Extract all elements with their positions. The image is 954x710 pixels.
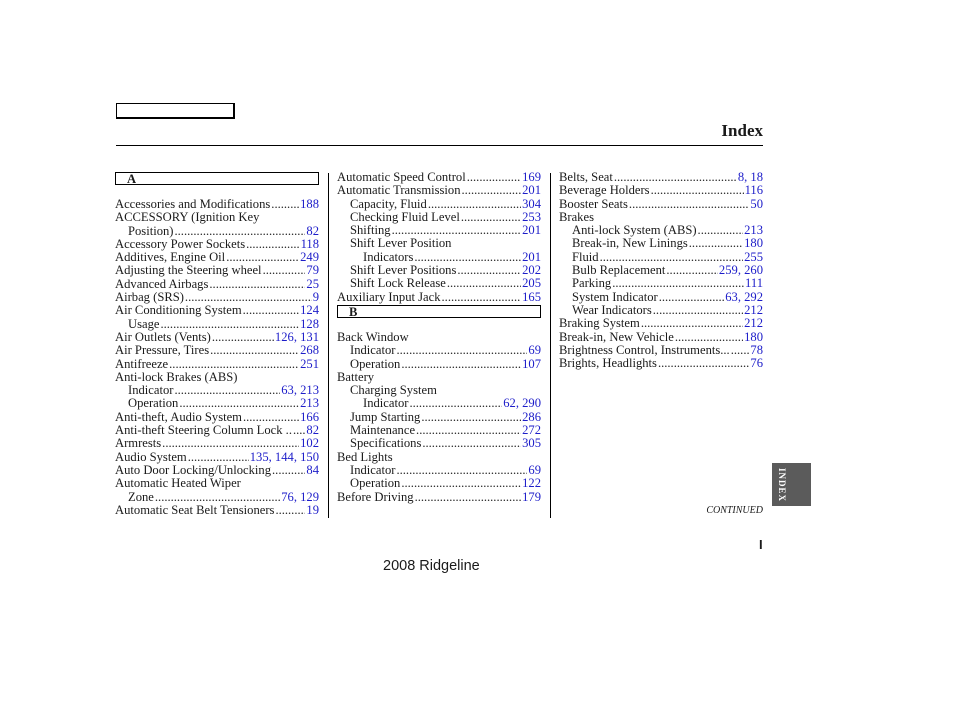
page-reference-link[interactable]: 25 — [306, 276, 319, 291]
leader-dots — [271, 198, 299, 211]
index-entry-label: Brightness Control, Instruments... — [559, 342, 730, 357]
index-entry — [115, 477, 319, 490]
index-entry-label: Air Conditioning System — [115, 303, 242, 318]
index-entry[interactable] — [337, 411, 541, 424]
index-entry-label: Automatic Seat Belt Tensioners — [115, 502, 275, 517]
index-entry[interactable] — [115, 304, 319, 317]
index-entry-label: Break-in, New Vehicle — [559, 329, 674, 344]
index-entry[interactable] — [115, 251, 319, 264]
leader-dots — [461, 211, 521, 224]
index-entry-label: Anti-theft Steering Column Lock .. — [115, 423, 292, 438]
page-reference-link[interactable]: 286 — [522, 409, 541, 424]
index-entry-label: Automatic Speed Control — [337, 170, 466, 184]
leader-dots — [731, 344, 750, 357]
index-column-3 — [559, 171, 763, 370]
index-entry-label: Capacity, Fluid — [350, 196, 427, 211]
page-reference-link[interactable]: 253 — [522, 209, 541, 224]
index-entry — [115, 371, 319, 384]
index-entry[interactable] — [559, 224, 763, 237]
leader-dots — [174, 384, 280, 397]
index-entry-label: Shift Lever Position — [350, 236, 452, 251]
leader-dots — [272, 464, 305, 477]
page-reference-link[interactable]: 201 — [522, 183, 541, 198]
index-entry-label: Indicators — [363, 249, 414, 264]
index-entry-label: Booster Seats — [559, 196, 628, 211]
footer-model: 2008 Ridgeline — [383, 558, 480, 574]
leader-dots — [160, 318, 299, 331]
index-entry-label: Jump Starting — [350, 409, 421, 424]
leader-dots — [659, 291, 725, 304]
index-entry-label: Accessory Power Sockets — [115, 236, 246, 251]
page-reference-link[interactable]: 212 — [744, 316, 763, 331]
leader-dots — [209, 278, 305, 291]
page-reference-link[interactable]: 79 — [306, 263, 319, 278]
blank-header-box — [116, 103, 235, 119]
leader-dots — [226, 251, 299, 264]
page-reference-link[interactable]: 251 — [300, 356, 319, 371]
leader-dots — [612, 277, 744, 290]
index-entry-label: Armrests — [115, 436, 162, 451]
page-reference-link[interactable]: 135, 144, 150 — [249, 449, 319, 464]
page-reference-link[interactable]: 19 — [306, 502, 319, 517]
index-entry[interactable] — [559, 291, 763, 304]
title-rule — [116, 145, 763, 146]
index-entry-label: Indicator — [350, 462, 396, 477]
index-entry[interactable] — [337, 397, 541, 410]
index-entry[interactable] — [559, 264, 763, 277]
index-entry-label: Indicator — [363, 396, 409, 411]
leader-dots — [155, 491, 280, 504]
leader-dots — [629, 198, 749, 211]
index-entry[interactable] — [337, 358, 541, 371]
page-reference-link[interactable]: 76, 129 — [281, 489, 319, 504]
page-reference-link[interactable]: 84 — [306, 462, 319, 477]
index-entry-label: Operation — [350, 356, 401, 371]
page-title: Index — [721, 121, 763, 140]
leader-dots — [409, 397, 502, 410]
leader-dots — [614, 171, 737, 184]
index-entry-label: Bulb Replacement — [572, 263, 666, 278]
index-entry[interactable] — [337, 251, 541, 264]
continued-note: CONTINUED — [706, 505, 763, 516]
page-reference-link[interactable]: 76 — [750, 356, 763, 371]
leader-dots — [641, 317, 743, 330]
page-reference-link[interactable]: 128 — [300, 316, 319, 331]
index-entry-label: Shifting — [350, 223, 391, 238]
leader-dots — [457, 264, 521, 277]
column-divider — [328, 173, 329, 518]
page-reference-link[interactable]: 82 — [306, 223, 319, 238]
index-entry[interactable] — [115, 384, 319, 397]
leader-dots — [293, 424, 305, 437]
page-reference-link[interactable]: 212 — [744, 302, 763, 317]
index-entry[interactable] — [559, 331, 763, 344]
index-entry — [337, 384, 541, 397]
index-entry-label: Indicator — [128, 383, 174, 398]
index-entry[interactable] — [337, 424, 541, 437]
index-entry[interactable] — [337, 437, 541, 450]
leader-dots — [396, 464, 527, 477]
index-entry — [337, 451, 541, 464]
index-entry — [337, 237, 541, 250]
index-entry-label: Braking System — [559, 316, 640, 331]
leader-dots — [179, 397, 299, 410]
page-reference-link[interactable]: 9 — [312, 290, 319, 305]
index-entry[interactable] — [115, 318, 319, 331]
index-entry[interactable] — [559, 317, 763, 330]
leader-dots — [421, 411, 521, 424]
page-reference-link[interactable]: 169 — [522, 170, 541, 184]
index-entry-label: Anti-lock System (ABS) — [572, 223, 697, 238]
page-reference-link[interactable]: 107 — [522, 356, 541, 371]
index-entry[interactable] — [337, 344, 541, 357]
leader-dots — [169, 358, 299, 371]
index-entry[interactable] — [559, 237, 763, 250]
leader-dots — [188, 451, 249, 464]
index-entry[interactable] — [115, 437, 319, 450]
index-entry[interactable] — [115, 358, 319, 371]
page-reference-link[interactable]: 166 — [300, 409, 319, 424]
page-reference-link[interactable]: 213 — [744, 223, 763, 238]
leader-dots — [185, 291, 312, 304]
index-entry-label: Air Pressure, Tires — [115, 343, 210, 358]
index-entry-label: Indicator — [350, 343, 396, 358]
index-entry-label: Checking Fluid Level — [350, 209, 460, 224]
leader-dots — [414, 251, 521, 264]
leader-dots — [162, 437, 299, 450]
page-reference-link[interactable]: 249 — [300, 250, 319, 265]
index-entry[interactable] — [115, 424, 319, 437]
index-entry[interactable] — [115, 504, 319, 517]
index-entry-label: Adjusting the Steering wheel — [115, 263, 262, 278]
index-entry[interactable] — [115, 464, 319, 477]
index-entry-label: Antifreeze — [115, 356, 169, 371]
index-entry-label: Anti-theft, Audio System — [115, 409, 242, 424]
index-entry[interactable] — [337, 477, 541, 490]
column-divider — [550, 173, 551, 518]
index-entry[interactable] — [115, 491, 319, 504]
leader-dots — [416, 424, 521, 437]
page-reference-link[interactable]: 255 — [744, 249, 763, 264]
page-reference-link[interactable]: 50 — [750, 196, 763, 211]
index-entry-label: Break-in, New Linings — [572, 236, 688, 251]
page-reference-link[interactable]: 111 — [745, 276, 763, 291]
leader-dots — [447, 277, 521, 290]
index-entry-label: Wear Indicators — [572, 302, 652, 317]
index-entry[interactable] — [559, 304, 763, 317]
leader-dots — [212, 331, 274, 344]
index-entry-label: Brakes — [559, 209, 594, 224]
leader-dots — [689, 237, 743, 250]
index-entry[interactable] — [115, 264, 319, 277]
index-entry[interactable] — [115, 278, 319, 291]
index-entry-label: Usage — [128, 316, 160, 331]
index-side-tab-label: INDEX — [777, 468, 787, 503]
index-entry[interactable] — [337, 277, 541, 290]
page-reference-link[interactable]: 165 — [522, 289, 541, 304]
index-entry[interactable] — [337, 198, 541, 211]
index-entry[interactable] — [559, 277, 763, 290]
page-reference-link[interactable]: 180 — [744, 236, 763, 251]
leader-dots — [396, 344, 527, 357]
index-entry-label: Airbag (SRS) — [115, 290, 184, 305]
leader-dots — [698, 224, 744, 237]
leader-dots — [392, 224, 522, 237]
index-entry[interactable] — [559, 184, 763, 197]
index-entry[interactable] — [337, 264, 541, 277]
leader-dots — [600, 251, 744, 264]
page-reference-link[interactable]: 62, 290 — [503, 396, 541, 411]
index-entry-label: Brights, Headlights — [559, 356, 657, 371]
index-entry[interactable] — [115, 238, 319, 251]
leader-dots — [401, 477, 521, 490]
leader-dots — [275, 504, 305, 517]
page-reference-link[interactable]: 205 — [522, 276, 541, 291]
page-reference-link[interactable]: 201 — [522, 249, 541, 264]
index-entry-label: Air Outlets (Vents) — [115, 329, 211, 344]
index-entry — [559, 211, 763, 224]
index-entry[interactable] — [115, 198, 319, 211]
page-reference-link[interactable]: 126, 131 — [274, 329, 319, 344]
page-reference-link[interactable]: 8, 18 — [737, 170, 763, 184]
index-entry[interactable] — [115, 225, 319, 238]
index-entry[interactable] — [337, 491, 541, 504]
leader-dots — [263, 264, 306, 277]
index-entry[interactable] — [115, 451, 319, 464]
page-reference-link[interactable]: 122 — [522, 476, 541, 491]
leader-dots — [666, 264, 718, 277]
index-entry[interactable] — [337, 464, 541, 477]
page-reference-link[interactable]: 69 — [528, 462, 541, 477]
leader-dots — [415, 491, 522, 504]
index-entry-label: Auto Door Locking/Unlocking — [115, 462, 272, 477]
page-reference-link[interactable]: 78 — [750, 342, 763, 357]
leader-dots — [210, 344, 299, 357]
index-entry-label: Operation — [128, 396, 179, 411]
leader-dots — [422, 437, 521, 450]
index-entry-label: Automatic Heated Wiper — [115, 476, 241, 491]
index-entry[interactable] — [115, 331, 319, 344]
index-column-1 — [115, 171, 319, 517]
index-entry[interactable] — [115, 397, 319, 410]
index-entry-label: Fluid — [572, 249, 599, 264]
leader-dots — [401, 358, 521, 371]
index-entry — [115, 211, 319, 224]
leader-dots — [243, 411, 299, 424]
page-reference-link[interactable]: 82 — [306, 423, 319, 438]
page-reference-link[interactable]: 118 — [300, 236, 319, 251]
leader-dots — [675, 331, 743, 344]
index-entry-label: Automatic Transmission — [337, 183, 461, 198]
index-entry-label: Operation — [350, 476, 401, 491]
leader-dots — [175, 225, 306, 238]
index-entry[interactable] — [337, 211, 541, 224]
index-entry-label: Battery — [337, 369, 375, 384]
index-entry-label: Auxiliary Input Jack — [337, 289, 441, 304]
index-entry-label: Shift Lever Positions — [350, 263, 457, 278]
page-reference-link[interactable]: 63, 292 — [725, 289, 763, 304]
index-entry[interactable] — [337, 291, 541, 304]
index-entry-label: Bed Lights — [337, 449, 393, 464]
page-reference-link[interactable]: 69 — [528, 343, 541, 358]
index-entry-label: Back Window — [337, 329, 409, 344]
index-entry[interactable] — [115, 411, 319, 424]
index-entry-label: Maintenance — [350, 423, 416, 438]
page-reference-link[interactable]: 259, 260 — [718, 263, 763, 278]
index-entry-label: Belts, Seat — [559, 170, 613, 184]
leader-dots — [651, 184, 744, 197]
index-entry[interactable] — [559, 198, 763, 211]
leader-dots — [428, 198, 521, 211]
page-reference-link[interactable]: 180 — [744, 329, 763, 344]
page-reference-link[interactable]: 102 — [300, 436, 319, 451]
leader-dots — [467, 171, 521, 184]
page-reference-link[interactable]: 268 — [300, 343, 319, 358]
index-entry[interactable] — [337, 184, 541, 197]
index-entry-label: Specifications — [350, 436, 422, 451]
index-entry-label: Advanced Airbags — [115, 276, 209, 291]
page-reference-link[interactable]: 63, 213 — [281, 383, 319, 398]
page-reference-link[interactable]: 116 — [744, 183, 763, 198]
index-entry-label: Position) — [128, 223, 174, 238]
index-entry[interactable] — [559, 251, 763, 264]
leader-dots — [658, 357, 749, 370]
page-reference-link[interactable]: 202 — [522, 263, 541, 278]
index-entry[interactable] — [337, 171, 541, 184]
index-entry[interactable] — [115, 291, 319, 304]
page-reference-link[interactable]: 304 — [522, 196, 541, 211]
leader-dots — [653, 304, 743, 317]
index-entry — [337, 371, 541, 384]
index-column-2 — [337, 171, 541, 504]
page-number: I — [759, 537, 763, 552]
index-entry-label: Charging System — [350, 383, 437, 398]
index-entry-label: ACCESSORY (Ignition Key — [115, 210, 260, 225]
page-reference-link[interactable]: 272 — [522, 423, 541, 438]
section-header-a: A — [115, 172, 319, 185]
index-entry-label: Additives, Engine Oil — [115, 250, 226, 265]
page-reference-link[interactable]: 124 — [300, 303, 319, 318]
index-entry-label: Accessories and Modifications — [115, 197, 271, 211]
leader-dots — [442, 291, 522, 304]
index-entry-label: Parking — [572, 276, 612, 291]
leader-dots — [462, 184, 522, 197]
index-entry-label: Shift Lock Release — [350, 276, 446, 291]
index-entry[interactable] — [559, 357, 763, 370]
page-reference-link[interactable]: 179 — [522, 489, 541, 504]
index-entry[interactable] — [559, 344, 763, 357]
index-entry — [337, 331, 541, 344]
index-entry-label: Anti-lock Brakes (ABS) — [115, 369, 238, 384]
section-header-b: B — [337, 305, 541, 318]
page-reference-link[interactable]: 305 — [522, 436, 541, 451]
index-entry[interactable] — [337, 224, 541, 237]
page-reference-link[interactable]: 188 — [300, 197, 319, 211]
page-reference-link[interactable]: 213 — [300, 396, 319, 411]
leader-dots — [243, 304, 299, 317]
index-entry-label: Beverage Holders — [559, 183, 650, 198]
index-entry-label: Before Driving — [337, 489, 414, 504]
index-entry-label: Zone — [128, 489, 154, 504]
index-side-tab[interactable] — [772, 463, 811, 506]
index-entry-label: Audio System — [115, 449, 187, 464]
leader-dots — [246, 238, 299, 251]
index-entry-label: System Indicator — [572, 289, 658, 304]
index-entry[interactable] — [115, 344, 319, 357]
index-entry[interactable] — [559, 171, 763, 184]
page-reference-link[interactable]: 201 — [522, 223, 541, 238]
